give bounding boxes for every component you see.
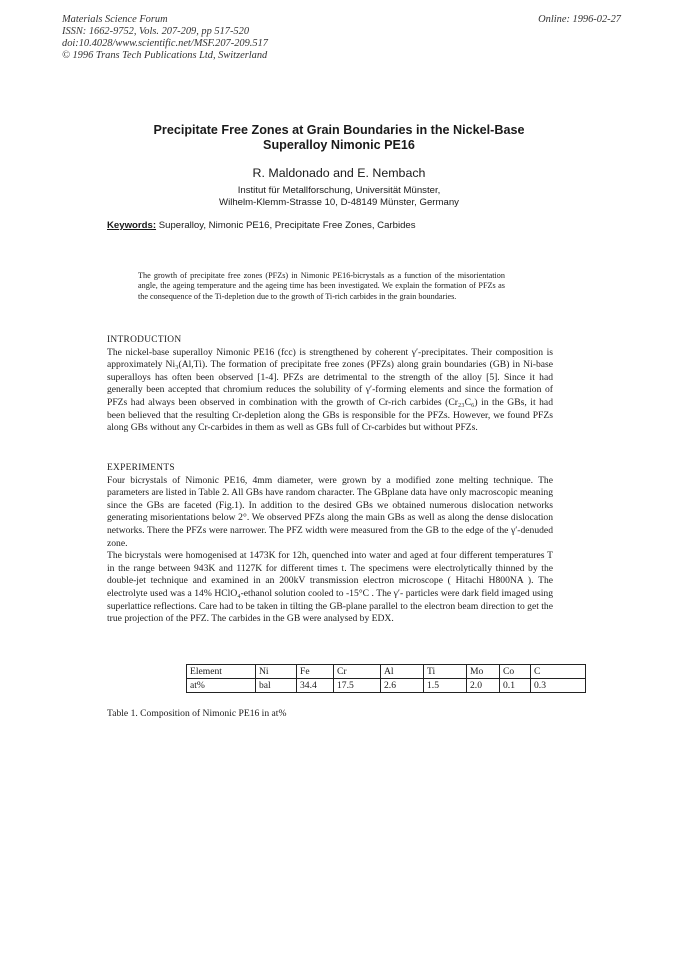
- issn-line: ISSN: 1662-9752, Vols. 207-209, pp 517-520: [62, 26, 250, 37]
- table-header-row: [187, 665, 586, 679]
- table-cell: Ti: [424, 665, 467, 679]
- table-cell: 2.0: [467, 679, 500, 693]
- doi-line: doi:10.4028/www.scientific.net/MSF.207-209.517: [62, 38, 268, 49]
- experiments-paragraph-1: Four bicrystals of Nimonic PE16, 4mm diameter, were grown by a modified zone melting technique. The parameters are listed in Table 2. All GBs have random character. The GBplane data have only macroscopic meaning since the GBs are faceted (Fig.1). In addition to the desired GBs we obtained numerous dislocation networks generating misorientations below 2°. We observed PFZs along the main GBs as well as along the dense dislocation networks. There the PFZs were narrower. The PFZ width were measured from the GB to the edge of the γ′-denuded zone.: [107, 474, 553, 549]
- table-cell: Ni: [256, 665, 297, 679]
- introduction-text: The nickel-base superalloy Nimonic PE16 (fcc) is strengthened by coherent γ′-precipitates. Their composition is approximately Ni₃(Al,Ti). The formation of precipitate free zones (PFZs) along grain boundaries (GB) in Ni-base superalloys has often been observed [1-4]. PFZs are detrimental to the strength of the alloy [5]. Since it had generally been accepted that chromium reduces the solubility of γ′-forming elements and since the formation of PFZs had always been observed in combination with the growth of Cr-rich carbides (Cr₂₃C₆) in the GBs, it had been believed that the resulting Cr-depletion along the GBs is responsible for the PFZs. However, we found PFZs along GBs without any Cr-carbides in them as well as GBs full of Cr-carbides but without PFZs.: [107, 346, 553, 434]
- table-cell: at%: [187, 679, 256, 693]
- online-date: Online: 1996-02-27: [538, 14, 621, 25]
- experiments-paragraph-2: The bicrystals were homogenised at 1473K for 12h, quenched into water and aged at four different temperatures T in the range between 943K and 1127K for different times t. The specimens were electrolytically thinned by the double-jet technique and examined in an 200kV transmission electron microscope ( Hitachi H800NA ). The electrolyte used was a 14% HClO₄-ethanol solution cooled to -15°C . The γ′- particles were dark field imaged using superlattice reflections. Care had to be taken in tilting the GB-plane parallel to the electron beam direction to get the true projection of the PFZ. The carbides in the GB were analysed by EDX.: [107, 550, 553, 625]
- composition-table: [186, 664, 586, 693]
- table-value-row: [187, 679, 586, 693]
- table-cell: 0.3: [531, 679, 586, 693]
- table-caption: Table 1. Composition of Nimonic PE16 in at%: [107, 708, 287, 719]
- title-line-1: Precipitate Free Zones at Grain Boundaries in the Nickel-Base: [153, 123, 525, 137]
- table-cell: Al: [381, 665, 424, 679]
- keywords-label: Keywords:: [107, 220, 157, 231]
- table-cell: 0.1: [500, 679, 531, 693]
- table-cell: Co: [500, 665, 531, 679]
- affiliation-line-2: Wilhelm-Klemm-Strasse 10, D-48149 Münster, Germany: [219, 196, 459, 208]
- keywords: [107, 220, 587, 231]
- experiments-heading: EXPERIMENTS: [107, 463, 175, 473]
- table-cell: Cr: [334, 665, 381, 679]
- table-cell: Mo: [467, 665, 500, 679]
- table-cell: 2.6: [381, 679, 424, 693]
- affiliation-line-1: Institut für Metallforschung, Universität Münster,: [237, 185, 441, 196]
- copyright-line: © 1996 Trans Tech Publications Ltd, Switzerland: [62, 50, 268, 61]
- table-cell: 17.5: [334, 679, 381, 693]
- introduction-heading: INTRODUCTION: [107, 335, 182, 345]
- table-cell: bal: [256, 679, 297, 693]
- table-cell: Fe: [297, 665, 334, 679]
- introduction-section: [107, 334, 553, 435]
- authors: R. Maldonado and E. Nembach: [252, 166, 426, 180]
- affiliation: [100, 185, 578, 208]
- title-line-2: Superalloy Nimonic PE16: [263, 138, 415, 152]
- abstract: The growth of precipitate free zones (PFZs) in Nimonic PE16-bicrystals as a function of the misorientation angle, the ageing temperature and the ageing time has been investigated. We explain the formation of PFZs as the consequence of the Ti-depletion due to the growth of Ti-rich carbides in the grain boundaries.: [138, 271, 505, 301]
- table-cell: C: [531, 665, 586, 679]
- table-cell: 34.4: [297, 679, 334, 693]
- keywords-text: Superalloy, Nimonic PE16, Precipitate Free Zones, Carbides: [156, 220, 416, 231]
- paper-title: [100, 123, 578, 153]
- table-cell: 1.5: [424, 679, 467, 693]
- table-cell: Element: [187, 665, 256, 679]
- experiments-section: [107, 462, 553, 626]
- journal-name: Materials Science Forum: [62, 14, 168, 25]
